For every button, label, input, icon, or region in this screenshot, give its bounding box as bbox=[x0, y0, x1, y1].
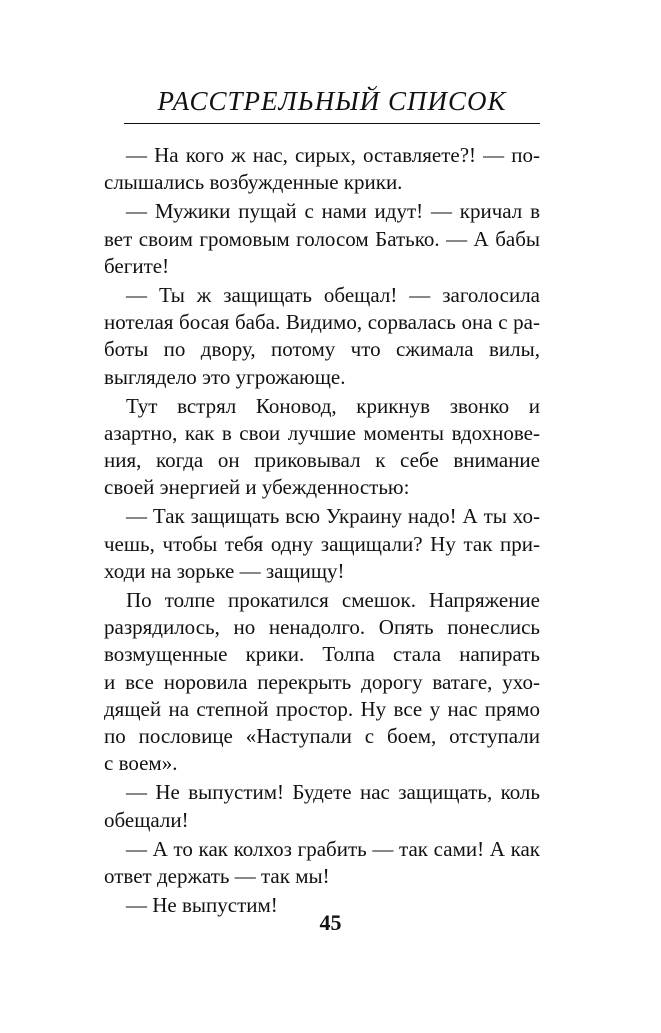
text-line: с воем». bbox=[104, 751, 178, 776]
text-line: — А то как колхоз грабить — так сами! А как bbox=[126, 836, 540, 861]
paragraph bbox=[104, 836, 540, 890]
text-line: по пословице «Наступали с боем, отступали bbox=[104, 723, 540, 748]
paragraph bbox=[104, 587, 540, 777]
text-line: — На кого ж нас, сирых, оставляете?! — по- bbox=[126, 143, 540, 167]
page-number: 45 bbox=[319, 910, 342, 935]
paragraph bbox=[104, 282, 540, 391]
text-line: — Ты ж защищать обещал! — заголосила bbox=[126, 282, 540, 307]
body-text bbox=[104, 142, 540, 921]
text-line: азартно, как в свои лучшие моменты вдохнове- bbox=[104, 420, 540, 445]
text-line: и все норовила перекрыть дорогу ватаге, ухо- bbox=[104, 669, 540, 694]
text-line: — Не выпустим! Будете нас защищать, коль bbox=[126, 780, 540, 805]
text-line: ответ держать — так мы! bbox=[104, 863, 330, 888]
text-line: ходи на зорьке — защищу! bbox=[104, 558, 345, 583]
running-header: РАССТРЕЛЬНЫЙ СПИСОК bbox=[157, 86, 507, 116]
text-line: — Не выпустим! bbox=[126, 893, 278, 918]
text-line: боты по двору, потому что сжимала вилы, bbox=[104, 337, 540, 362]
text-line: ния, когда он приковывал к себе внимание bbox=[104, 448, 540, 473]
text-line: По толпе прокатился смешок. Напряжение bbox=[126, 588, 540, 612]
text-line: — Мужики пущай с нами идут! — кричал в bbox=[126, 199, 540, 224]
header-rule bbox=[124, 123, 540, 124]
text-line: обещали! bbox=[104, 807, 189, 832]
text-line: возмущенные крики. Толпа стала напирать bbox=[104, 642, 540, 667]
text-line: разрядилось, но ненадолго. Опять понеслись bbox=[104, 615, 540, 640]
text-line: бегите! bbox=[104, 253, 170, 278]
text-line: дящей на степной простор. Ну все у нас прямо bbox=[104, 696, 540, 721]
paragraph bbox=[104, 779, 540, 833]
text-line: чешь, чтобы тебя одну защищали? Ну так при- bbox=[104, 531, 540, 556]
text-line: Тут встрял Коновод, крикнув звонко и bbox=[126, 393, 540, 418]
text-line: выглядело это угрожающе. bbox=[104, 364, 346, 389]
text-line: вет своим громовым голосом Батько. — А бабы bbox=[104, 226, 540, 251]
paragraph bbox=[104, 198, 540, 280]
text-line: слышались возбужденные крики. bbox=[104, 170, 403, 195]
text-line: нотелая босая баба. Видимо, сорвалась она с ра- bbox=[104, 310, 540, 335]
text-line: — Так защищать всю Украину надо! А ты хо- bbox=[126, 504, 540, 529]
paragraph bbox=[104, 142, 540, 196]
text-line: своей энергией и убежденностью: bbox=[104, 475, 410, 500]
paragraph bbox=[104, 503, 540, 585]
paragraph bbox=[104, 393, 540, 502]
